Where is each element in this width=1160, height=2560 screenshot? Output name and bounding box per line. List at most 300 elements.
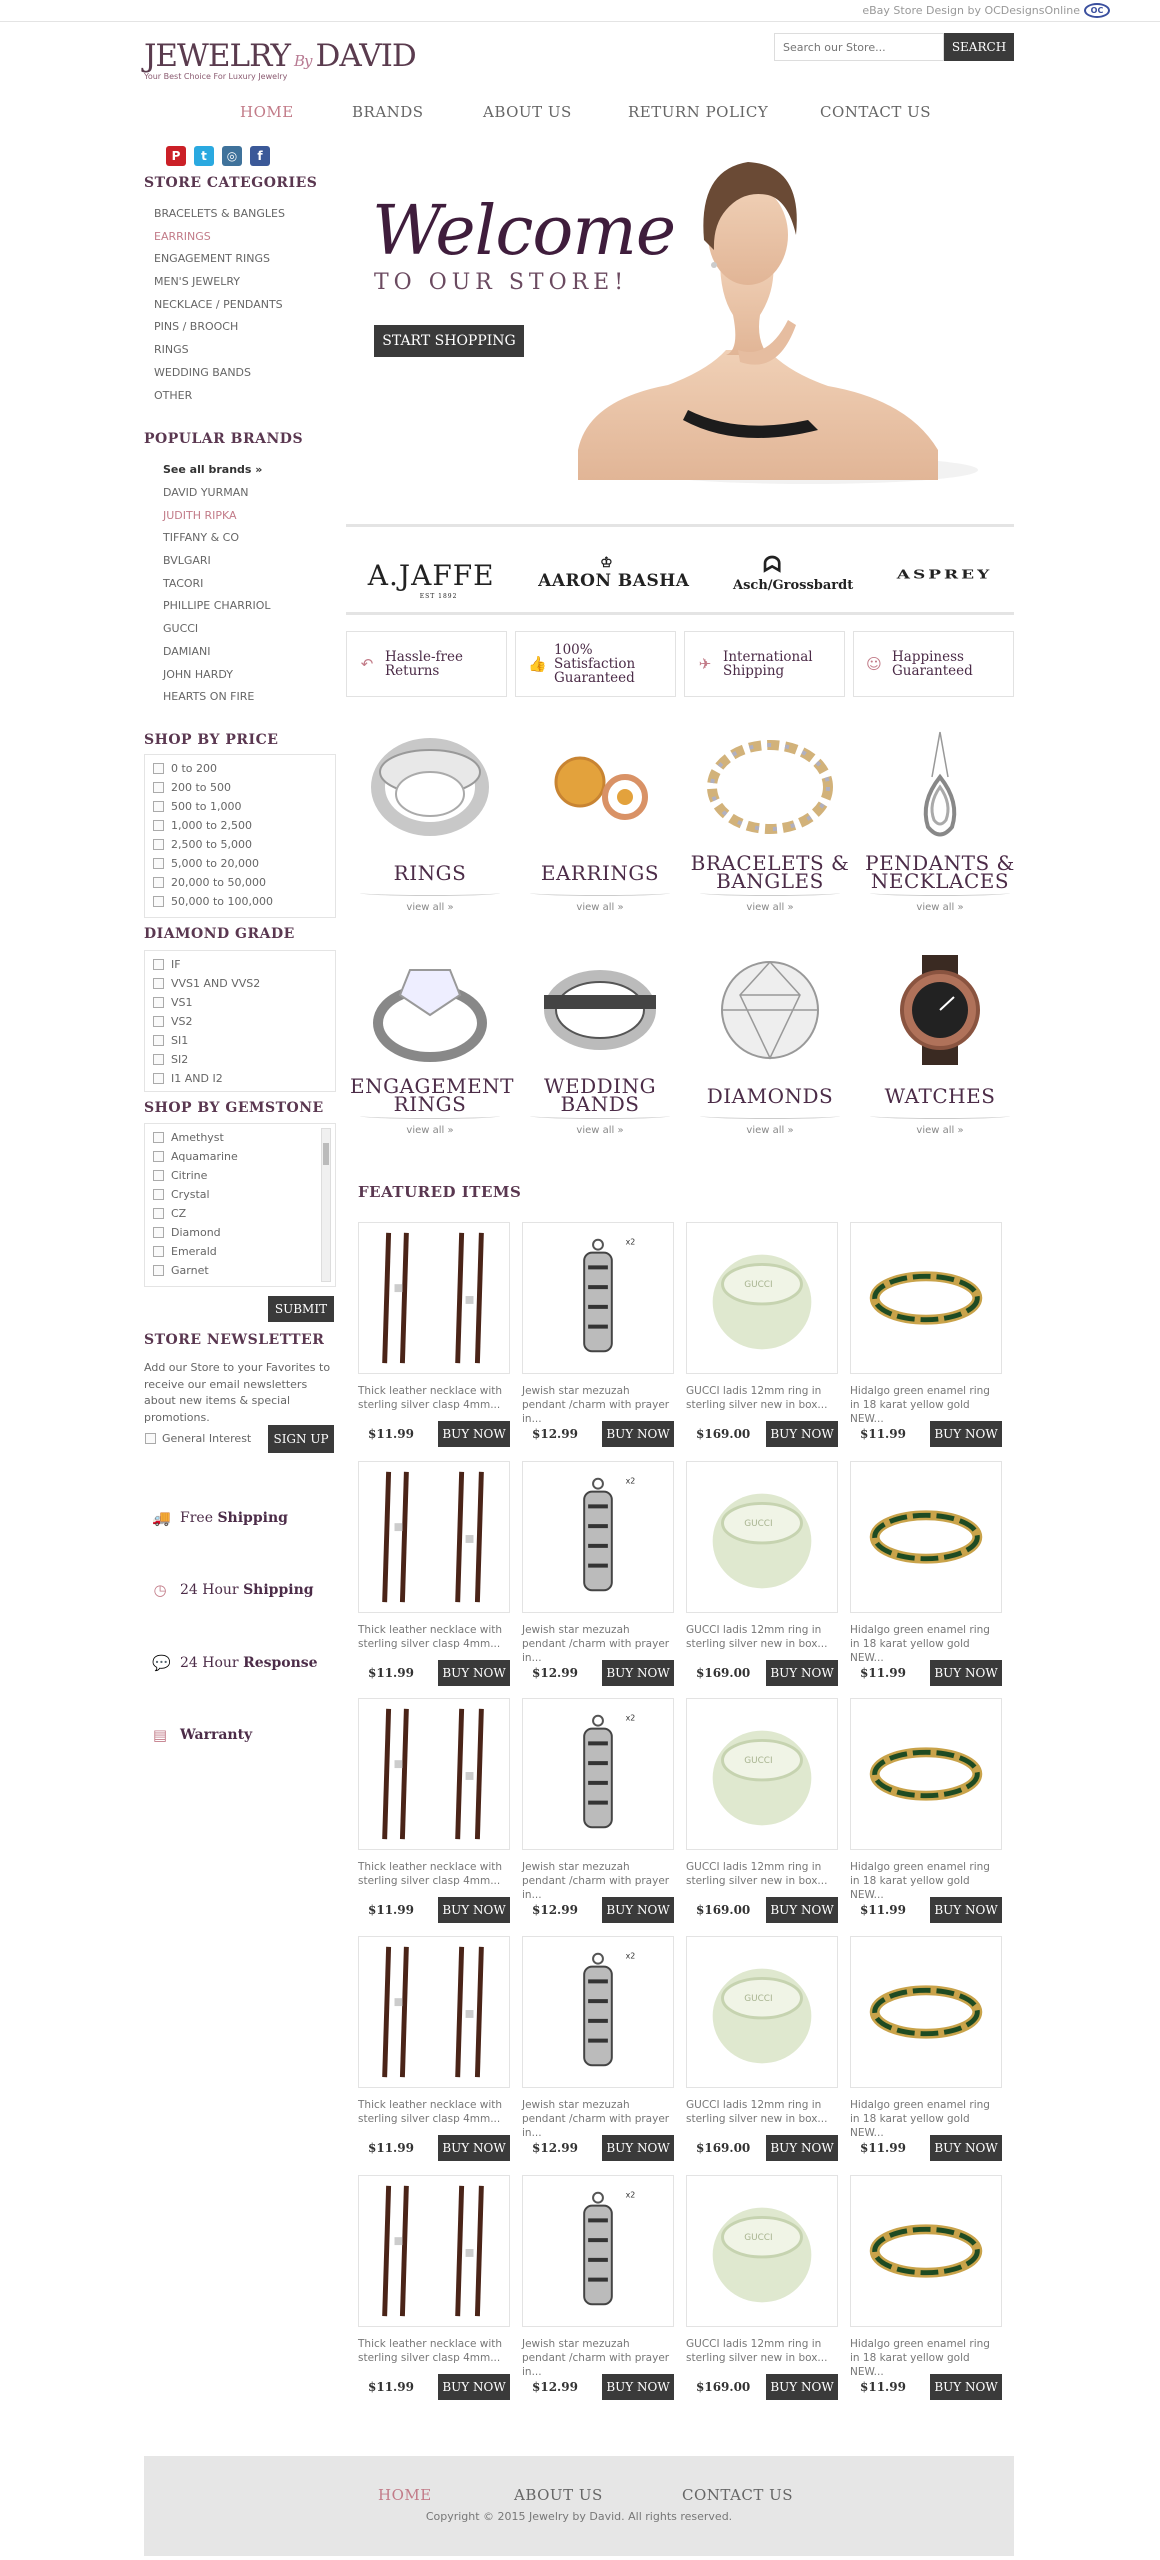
general-interest-checkbox[interactable] bbox=[145, 1433, 156, 1444]
product-image[interactable] bbox=[686, 1698, 838, 1850]
price-range-checkbox[interactable] bbox=[153, 877, 164, 888]
guarantee-text bbox=[554, 643, 675, 685]
category-tile[interactable] bbox=[690, 955, 850, 1155]
divider bbox=[530, 1113, 670, 1119]
brand-link[interactable]: JUDITH RIPKA bbox=[163, 508, 237, 522]
category-link[interactable]: OTHER bbox=[154, 388, 193, 402]
product-title[interactable]: GUCCI ladis 12mm ring in sterling silver new in box... bbox=[686, 1385, 828, 1411]
product-price: $12.99 bbox=[532, 1666, 578, 1680]
product-title[interactable]: Jewish star mezuzah pendant /charm with prayer in... bbox=[522, 2099, 670, 2139]
nav-contact-us[interactable]: CONTACT US bbox=[820, 103, 932, 121]
diamond-grade-option[interactable] bbox=[153, 974, 327, 993]
gemstone-option[interactable] bbox=[153, 1166, 327, 1185]
guarantee-text bbox=[723, 650, 813, 678]
price-range-checkbox[interactable] bbox=[153, 801, 164, 812]
guarantee-line2: Guaranteed bbox=[554, 670, 635, 686]
diamond-grade-option[interactable] bbox=[153, 1031, 327, 1050]
gemstone-label: Aquamarine bbox=[171, 1150, 238, 1163]
product-image[interactable] bbox=[522, 1698, 674, 1850]
side-feature-label-pre: 24 Hour bbox=[180, 1655, 244, 1671]
buy-now-button[interactable]: BUY NOW bbox=[930, 2135, 1002, 2161]
category-link[interactable]: PINS / BROOCH bbox=[154, 320, 239, 334]
price-range-option[interactable] bbox=[153, 835, 327, 854]
view-all-link[interactable]: view all » bbox=[576, 902, 624, 913]
diamond-grade-option[interactable] bbox=[153, 1069, 327, 1088]
product-price: $11.99 bbox=[368, 1427, 414, 1441]
diamond-grade-label: VS2 bbox=[171, 1015, 193, 1028]
sign-up-button[interactable]: SIGN UP bbox=[268, 1425, 334, 1453]
gemstone-option[interactable] bbox=[153, 1223, 327, 1242]
diamond-grade-checkbox[interactable] bbox=[153, 1073, 164, 1084]
gemstone-checkbox[interactable] bbox=[153, 1170, 164, 1181]
guarantee-line1: International bbox=[723, 649, 813, 665]
aaron-basha-name: AARON BASHA bbox=[538, 571, 690, 591]
view-all-link[interactable]: view all » bbox=[406, 1125, 454, 1136]
divider bbox=[346, 612, 1014, 615]
view-all-link[interactable]: view all » bbox=[406, 902, 454, 913]
search-button[interactable]: SEARCH bbox=[944, 33, 1014, 61]
product-title[interactable]: Jewish star mezuzah pendant /charm with prayer in... bbox=[522, 2338, 670, 2378]
category-link[interactable]: EARRINGS bbox=[154, 229, 211, 243]
credit-text[interactable]: eBay Store Design by OCDesignsOnline bbox=[862, 4, 1080, 17]
gemstone-label: Diamond bbox=[171, 1226, 221, 1239]
product-card bbox=[850, 1936, 1002, 2155]
divider bbox=[360, 1113, 500, 1119]
gemstone-checkbox[interactable] bbox=[153, 1265, 164, 1276]
gemstone-label: Emerald bbox=[171, 1245, 217, 1258]
category-label[interactable]: ENGAGEMENT RINGS bbox=[350, 1074, 515, 1116]
brand-logo-ajaffe[interactable] bbox=[367, 558, 495, 600]
product-image[interactable] bbox=[522, 1222, 674, 1374]
product-title[interactable]: Hidalgo green enamel ring in 18 karat yellow gold NEW... bbox=[850, 1385, 990, 1425]
category-image[interactable] bbox=[690, 732, 850, 842]
store-categories-heading: STORE CATEGORIES bbox=[144, 175, 318, 191]
general-interest-label: General Interest bbox=[162, 1432, 252, 1445]
price-range-label: 200 to 500 bbox=[171, 781, 232, 794]
category-image[interactable] bbox=[860, 732, 1020, 842]
footer-contact-us-link[interactable]: CONTACT US bbox=[682, 2486, 794, 2504]
category-link[interactable]: ENGAGEMENT RINGS bbox=[154, 252, 271, 266]
brand-link[interactable]: DAMIANI bbox=[163, 644, 211, 658]
category-tile[interactable] bbox=[350, 955, 515, 1155]
side-feature-label bbox=[180, 1727, 252, 1743]
category-image[interactable] bbox=[520, 732, 680, 842]
product-price: $169.00 bbox=[696, 2380, 751, 2394]
product-image[interactable] bbox=[850, 1936, 1002, 2088]
product-image[interactable] bbox=[358, 1936, 510, 2088]
start-shopping-button[interactable]: START SHOPPING bbox=[374, 325, 524, 357]
store-categories-list bbox=[154, 203, 285, 407]
gemstone-checkbox[interactable] bbox=[153, 1246, 164, 1257]
instagram-icon[interactable]: ◎ bbox=[222, 146, 242, 166]
category-link[interactable]: MEN'S JEWELRY bbox=[154, 275, 240, 289]
diamond-grade-label: IF bbox=[171, 958, 181, 971]
brand-logo-asprey[interactable]: ASPREY bbox=[896, 568, 993, 582]
gemstone-option[interactable] bbox=[153, 1128, 327, 1147]
svg-text:x2: x2 bbox=[625, 2190, 636, 2200]
divider bbox=[870, 1113, 1010, 1119]
product-price: $11.99 bbox=[368, 2380, 414, 2394]
product-image[interactable] bbox=[358, 1461, 510, 1613]
diamond-grade-option[interactable] bbox=[153, 1012, 327, 1031]
featured-items-heading: FEATURED ITEMS bbox=[358, 1183, 522, 1201]
guarantee-boxes bbox=[346, 631, 1014, 697]
gemstone-checkbox[interactable] bbox=[153, 1208, 164, 1219]
divider bbox=[700, 1113, 840, 1119]
price-range-label: 50,000 to 100,000 bbox=[171, 895, 274, 908]
product-price: $11.99 bbox=[368, 1666, 414, 1680]
price-range-label: 20,000 to 50,000 bbox=[171, 876, 267, 889]
category-label[interactable]: DIAMONDS bbox=[706, 1084, 834, 1108]
price-range-checkbox[interactable] bbox=[153, 858, 164, 869]
plane-icon: ✈ bbox=[698, 655, 712, 673]
product-price: $169.00 bbox=[696, 2141, 751, 2155]
product-title[interactable]: Hidalgo green enamel ring in 18 karat yellow gold NEW... bbox=[850, 2338, 990, 2378]
divider bbox=[700, 890, 840, 896]
diamond-grade-label: SI1 bbox=[171, 1034, 189, 1047]
view-all-link[interactable]: view all » bbox=[576, 1125, 624, 1136]
guarantee-text bbox=[385, 650, 463, 678]
guarantee-box bbox=[515, 631, 676, 697]
diamond-grade-label: VVS1 AND VVS2 bbox=[171, 977, 261, 990]
buy-now-button[interactable]: BUY NOW bbox=[766, 2135, 838, 2161]
product-image[interactable] bbox=[850, 1461, 1002, 1613]
price-range-checkbox[interactable] bbox=[153, 763, 164, 774]
popular-brands-list bbox=[163, 482, 271, 709]
view-all-link[interactable]: view all » bbox=[916, 902, 964, 913]
brand-link[interactable]: DAVID YURMAN bbox=[163, 486, 249, 499]
diamond-grade-option[interactable] bbox=[153, 1050, 327, 1069]
side-feature-label-bold: Warranty bbox=[180, 1727, 253, 1743]
product-card bbox=[358, 1698, 510, 1917]
product-title[interactable]: Jewish star mezuzah pendant /charm with prayer in... bbox=[522, 1385, 670, 1425]
product-card bbox=[522, 1936, 674, 2155]
guarantee-line2: Shipping bbox=[723, 663, 785, 679]
buy-now-button[interactable]: BUY NOW bbox=[438, 2374, 510, 2400]
gemstone-scrollbar[interactable] bbox=[321, 1128, 331, 1282]
return-icon: ↶ bbox=[360, 655, 374, 673]
buy-now-button[interactable]: BUY NOW bbox=[930, 2374, 1002, 2400]
view-all-link[interactable]: view all » bbox=[746, 1125, 794, 1136]
side-feature-label bbox=[180, 1655, 318, 1671]
nav-brands[interactable]: BRANDS bbox=[352, 103, 424, 121]
buy-now-button[interactable]: BUY NOW bbox=[930, 1897, 1002, 1923]
product-card bbox=[522, 1698, 674, 1917]
brand-link[interactable]: PHILLIPE CHARRIOL bbox=[163, 599, 271, 613]
category-tile[interactable] bbox=[690, 732, 850, 932]
category-tile[interactable] bbox=[520, 732, 680, 932]
price-range-option[interactable] bbox=[153, 892, 327, 911]
product-card bbox=[686, 2175, 838, 2394]
diamond-grade-heading: DIAMOND GRADE bbox=[144, 926, 295, 942]
product-card bbox=[686, 1222, 838, 1441]
buy-now-button[interactable]: BUY NOW bbox=[602, 1421, 674, 1447]
gemstone-option[interactable] bbox=[153, 1242, 327, 1261]
guarantee-box bbox=[346, 631, 507, 697]
price-filter bbox=[144, 754, 336, 918]
gemstone-label: Citrine bbox=[171, 1169, 208, 1182]
diamond-grade-label: SI2 bbox=[171, 1053, 189, 1066]
shop-by-gemstone-heading: SHOP BY GEMSTONE bbox=[144, 1100, 324, 1116]
product-price: $11.99 bbox=[368, 1903, 414, 1917]
product-title[interactable]: GUCCI ladis 12mm ring in sterling silver new in box... bbox=[686, 2338, 828, 2364]
designer-credit[interactable] bbox=[862, 3, 1110, 18]
price-range-option[interactable] bbox=[153, 759, 327, 778]
buy-now-button[interactable]: BUY NOW bbox=[766, 1421, 838, 1447]
product-title[interactable]: Thick leather necklace with sterling silver clasp 4mm... bbox=[358, 2338, 503, 2364]
product-image[interactable] bbox=[522, 1936, 674, 2088]
welcome-subtitle: TO OUR STORE! bbox=[374, 270, 629, 295]
product-price: $12.99 bbox=[532, 1903, 578, 1917]
diamond-grade-option[interactable] bbox=[153, 955, 327, 974]
diamond-grade-label: I1 AND I2 bbox=[171, 1072, 223, 1085]
twitter-icon[interactable]: t bbox=[194, 146, 214, 166]
category-label[interactable]: WEDDING BANDS bbox=[543, 1074, 657, 1116]
product-image[interactable] bbox=[358, 2175, 510, 2327]
guarantee-box bbox=[853, 631, 1014, 697]
price-range-option[interactable] bbox=[153, 854, 327, 873]
view-all-link[interactable]: view all » bbox=[746, 902, 794, 913]
product-title[interactable]: GUCCI ladis 12mm ring in sterling silver new in box... bbox=[686, 1624, 828, 1650]
product-card bbox=[850, 2175, 1002, 2394]
product-card bbox=[850, 1222, 1002, 1441]
footer-about-us-link[interactable]: ABOUT US bbox=[514, 2486, 603, 2504]
category-image[interactable] bbox=[690, 955, 850, 1065]
side-feature-label-bold: Shipping bbox=[217, 1510, 288, 1526]
clock-icon: ◷ bbox=[153, 1581, 167, 1599]
buy-now-button[interactable]: BUY NOW bbox=[602, 1897, 674, 1923]
product-title[interactable]: Hidalgo green enamel ring in 18 karat yellow gold NEW... bbox=[850, 1861, 990, 1901]
gemstone-checkbox[interactable] bbox=[153, 1189, 164, 1200]
diamond-grade-checkbox[interactable] bbox=[153, 978, 164, 989]
facebook-icon[interactable]: f bbox=[250, 146, 270, 166]
buy-now-button[interactable]: BUY NOW bbox=[602, 2374, 674, 2400]
side-feature bbox=[152, 1727, 252, 1743]
category-tile[interactable] bbox=[860, 732, 1020, 932]
category-label[interactable]: BRACELETS & BANGLES bbox=[690, 851, 850, 893]
footer-home-link[interactable]: HOME bbox=[378, 2486, 432, 2504]
buy-now-button[interactable]: BUY NOW bbox=[438, 2135, 510, 2161]
view-all-link[interactable]: view all » bbox=[916, 1125, 964, 1136]
product-image[interactable] bbox=[850, 1222, 1002, 1374]
gemstone-label: Crystal bbox=[171, 1188, 210, 1201]
side-feature bbox=[152, 1655, 318, 1671]
brand-link[interactable]: GUCCI bbox=[163, 622, 199, 636]
diamond-grade-option[interactable] bbox=[153, 993, 327, 1012]
gemstone-option[interactable] bbox=[153, 1204, 327, 1223]
gemstone-option[interactable] bbox=[153, 1261, 327, 1280]
guarantee-line2: Guaranteed bbox=[892, 663, 973, 679]
diamond-grade-checkbox[interactable] bbox=[153, 1054, 164, 1065]
nav-home[interactable]: HOME bbox=[240, 103, 294, 121]
product-card bbox=[358, 2175, 510, 2394]
thumbs-up-icon: 👍 bbox=[528, 655, 547, 673]
buy-now-button[interactable]: BUY NOW bbox=[438, 1421, 510, 1447]
product-title[interactable]: Jewish star mezuzah pendant /charm with prayer in... bbox=[522, 1861, 670, 1901]
logo-text-david: DAVID bbox=[315, 38, 416, 74]
brand-link[interactable]: JOHN HARDY bbox=[163, 667, 233, 681]
guarantee-line2: Returns bbox=[385, 663, 440, 679]
chat-icon: 💬 bbox=[152, 1654, 171, 1672]
buy-now-button[interactable]: BUY NOW bbox=[766, 2374, 838, 2400]
diamond-grade-checkbox[interactable] bbox=[153, 1016, 164, 1027]
smile-icon: ☺ bbox=[866, 655, 882, 673]
product-image[interactable] bbox=[686, 1936, 838, 2088]
category-link[interactable]: BRACELETS & BANGLES bbox=[154, 207, 285, 220]
category-link[interactable]: RINGS bbox=[154, 343, 189, 357]
popular-brands-heading: POPULAR BRANDS bbox=[144, 431, 304, 447]
price-range-checkbox[interactable] bbox=[153, 839, 164, 850]
svg-text:GUCCI: GUCCI bbox=[744, 1756, 773, 1767]
product-price: $11.99 bbox=[860, 2380, 906, 2394]
price-range-label: 0 to 200 bbox=[171, 762, 218, 775]
product-title[interactable]: Thick leather necklace with sterling silver clasp 4mm... bbox=[358, 1624, 503, 1650]
truck-icon: 🚚 bbox=[152, 1509, 171, 1527]
side-feature bbox=[152, 1510, 288, 1526]
product-title[interactable]: Thick leather necklace with sterling silver clasp 4mm... bbox=[358, 1861, 503, 1887]
submit-filters-button[interactable]: SUBMIT bbox=[268, 1296, 334, 1322]
category-label[interactable]: WATCHES bbox=[884, 1084, 996, 1108]
category-image[interactable] bbox=[350, 955, 510, 1065]
buy-now-button[interactable]: BUY NOW bbox=[930, 1421, 1002, 1447]
product-title[interactable]: Hidalgo green enamel ring in 18 karat yellow gold NEW... bbox=[850, 1624, 990, 1664]
product-card bbox=[686, 1698, 838, 1917]
buy-now-button[interactable]: BUY NOW bbox=[438, 1897, 510, 1923]
buy-now-button[interactable]: BUY NOW bbox=[602, 2135, 674, 2161]
product-image[interactable] bbox=[686, 1461, 838, 1613]
price-range-option[interactable] bbox=[153, 816, 327, 835]
gemstone-option[interactable] bbox=[153, 1185, 327, 1204]
side-feature-label bbox=[180, 1582, 314, 1598]
side-feature-label-bold: Response bbox=[243, 1655, 318, 1671]
product-price: $12.99 bbox=[532, 1427, 578, 1441]
brand-logo-aaron-basha[interactable] bbox=[538, 555, 690, 591]
product-image[interactable] bbox=[686, 2175, 838, 2327]
price-range-label: 1,000 to 2,500 bbox=[171, 819, 253, 832]
category-tile[interactable] bbox=[520, 955, 680, 1155]
price-range-checkbox[interactable] bbox=[153, 896, 164, 907]
category-label[interactable]: EARRINGS bbox=[540, 861, 660, 885]
side-feature-label bbox=[180, 1510, 288, 1526]
side-feature-label-pre: 24 Hour bbox=[180, 1582, 244, 1598]
brand-logo-asch-grossbardt[interactable] bbox=[733, 551, 854, 593]
brand-link[interactable]: HEARTS ON FIRE bbox=[163, 690, 255, 704]
gemstone-checkbox[interactable] bbox=[153, 1132, 164, 1143]
buy-now-button[interactable]: BUY NOW bbox=[602, 1660, 674, 1686]
pinterest-icon[interactable]: P bbox=[166, 146, 186, 166]
price-range-label: 5,000 to 20,000 bbox=[171, 857, 260, 870]
gemstone-label: Garnet bbox=[171, 1264, 209, 1277]
guarantee-line1: Happiness bbox=[892, 649, 964, 665]
price-range-option[interactable] bbox=[153, 873, 327, 892]
category-image[interactable] bbox=[860, 955, 1020, 1065]
nav-return-policy[interactable]: RETURN POLICY bbox=[628, 103, 769, 121]
category-image[interactable] bbox=[350, 732, 510, 842]
product-card bbox=[358, 1461, 510, 1680]
search-bar bbox=[774, 33, 1014, 61]
buy-now-button[interactable]: BUY NOW bbox=[438, 1660, 510, 1686]
product-title[interactable]: GUCCI ladis 12mm ring in sterling silver new in box... bbox=[686, 2099, 828, 2125]
gemstone-option[interactable] bbox=[153, 1147, 327, 1166]
logo-text-by: By bbox=[294, 52, 312, 70]
ajaffe-name: A.JAFFE bbox=[367, 558, 495, 592]
product-title[interactable]: Jewish star mezuzah pendant /charm with prayer in... bbox=[522, 1624, 670, 1664]
product-title[interactable]: Thick leather necklace with sterling silver clasp 4mm... bbox=[358, 2099, 503, 2125]
product-card bbox=[358, 1936, 510, 2155]
svg-text:GUCCI: GUCCI bbox=[744, 1519, 773, 1530]
buy-now-button[interactable]: BUY NOW bbox=[766, 1660, 838, 1686]
nav-about-us[interactable]: ABOUT US bbox=[483, 103, 572, 121]
svg-text:x2: x2 bbox=[625, 1951, 636, 1961]
product-image[interactable] bbox=[850, 2175, 1002, 2327]
brand-logos bbox=[346, 540, 1014, 610]
search-input[interactable] bbox=[774, 33, 944, 61]
see-all-brands-link[interactable]: See all brands » bbox=[163, 463, 263, 476]
side-feature bbox=[152, 1582, 314, 1598]
asch-grossbardt-mark-icon: ᗣ bbox=[763, 551, 782, 578]
diamond-grade-checkbox[interactable] bbox=[153, 959, 164, 970]
product-price: $11.99 bbox=[860, 1903, 906, 1917]
store-logo[interactable] bbox=[144, 38, 416, 81]
product-image[interactable] bbox=[358, 1222, 510, 1374]
product-image[interactable] bbox=[686, 1222, 838, 1374]
svg-text:x2: x2 bbox=[625, 1476, 636, 1486]
gemstone-checkbox[interactable] bbox=[153, 1227, 164, 1238]
diamond-grade-checkbox[interactable] bbox=[153, 1035, 164, 1046]
product-card bbox=[686, 1461, 838, 1680]
brand-link[interactable]: TACORI bbox=[163, 576, 204, 590]
product-image[interactable] bbox=[850, 1698, 1002, 1850]
product-title[interactable]: GUCCI ladis 12mm ring in sterling silver new in box... bbox=[686, 1861, 828, 1887]
product-card bbox=[850, 1461, 1002, 1680]
product-image[interactable] bbox=[522, 1461, 674, 1613]
category-image[interactable] bbox=[520, 955, 680, 1065]
gemstone-label: CZ bbox=[171, 1207, 187, 1220]
category-label[interactable]: RINGS bbox=[393, 861, 467, 885]
brand-link[interactable]: BVLGARI bbox=[163, 554, 211, 568]
gemstone-checkbox[interactable] bbox=[153, 1151, 164, 1162]
buy-now-button[interactable]: BUY NOW bbox=[930, 1660, 1002, 1686]
product-card bbox=[850, 1698, 1002, 1917]
guarantee-box bbox=[684, 631, 845, 697]
product-image[interactable] bbox=[358, 1698, 510, 1850]
diamond-grade-filter bbox=[144, 950, 336, 1092]
oc-logo-icon: OC bbox=[1084, 3, 1110, 18]
newsletter-heading: STORE NEWSLETTER bbox=[144, 1332, 325, 1348]
category-tile[interactable] bbox=[350, 732, 510, 932]
category-link[interactable]: WEDDING BANDS bbox=[154, 365, 252, 379]
category-link[interactable]: NECKLACE / PENDANTS bbox=[154, 297, 283, 311]
price-range-checkbox[interactable] bbox=[153, 782, 164, 793]
brand-link[interactable]: TIFFANY & CO bbox=[163, 531, 239, 545]
general-interest-option[interactable] bbox=[145, 1432, 251, 1445]
divider bbox=[360, 890, 500, 896]
product-title[interactable]: Thick leather necklace with sterling silver clasp 4mm... bbox=[358, 1385, 503, 1411]
price-range-checkbox[interactable] bbox=[153, 820, 164, 831]
price-range-option[interactable] bbox=[153, 778, 327, 797]
product-image[interactable] bbox=[522, 2175, 674, 2327]
buy-now-button[interactable]: BUY NOW bbox=[766, 1897, 838, 1923]
category-label[interactable]: PENDANTS & NECKLACES bbox=[865, 851, 1015, 893]
product-card bbox=[686, 1936, 838, 2155]
guarantee-text bbox=[892, 650, 973, 678]
svg-text:x2: x2 bbox=[625, 1713, 636, 1723]
product-title[interactable]: Hidalgo green enamel ring in 18 karat yellow gold NEW... bbox=[850, 2099, 990, 2139]
category-tile[interactable] bbox=[860, 955, 1020, 1155]
divider bbox=[530, 890, 670, 896]
price-range-option[interactable] bbox=[153, 797, 327, 816]
diamond-grade-checkbox[interactable] bbox=[153, 997, 164, 1008]
